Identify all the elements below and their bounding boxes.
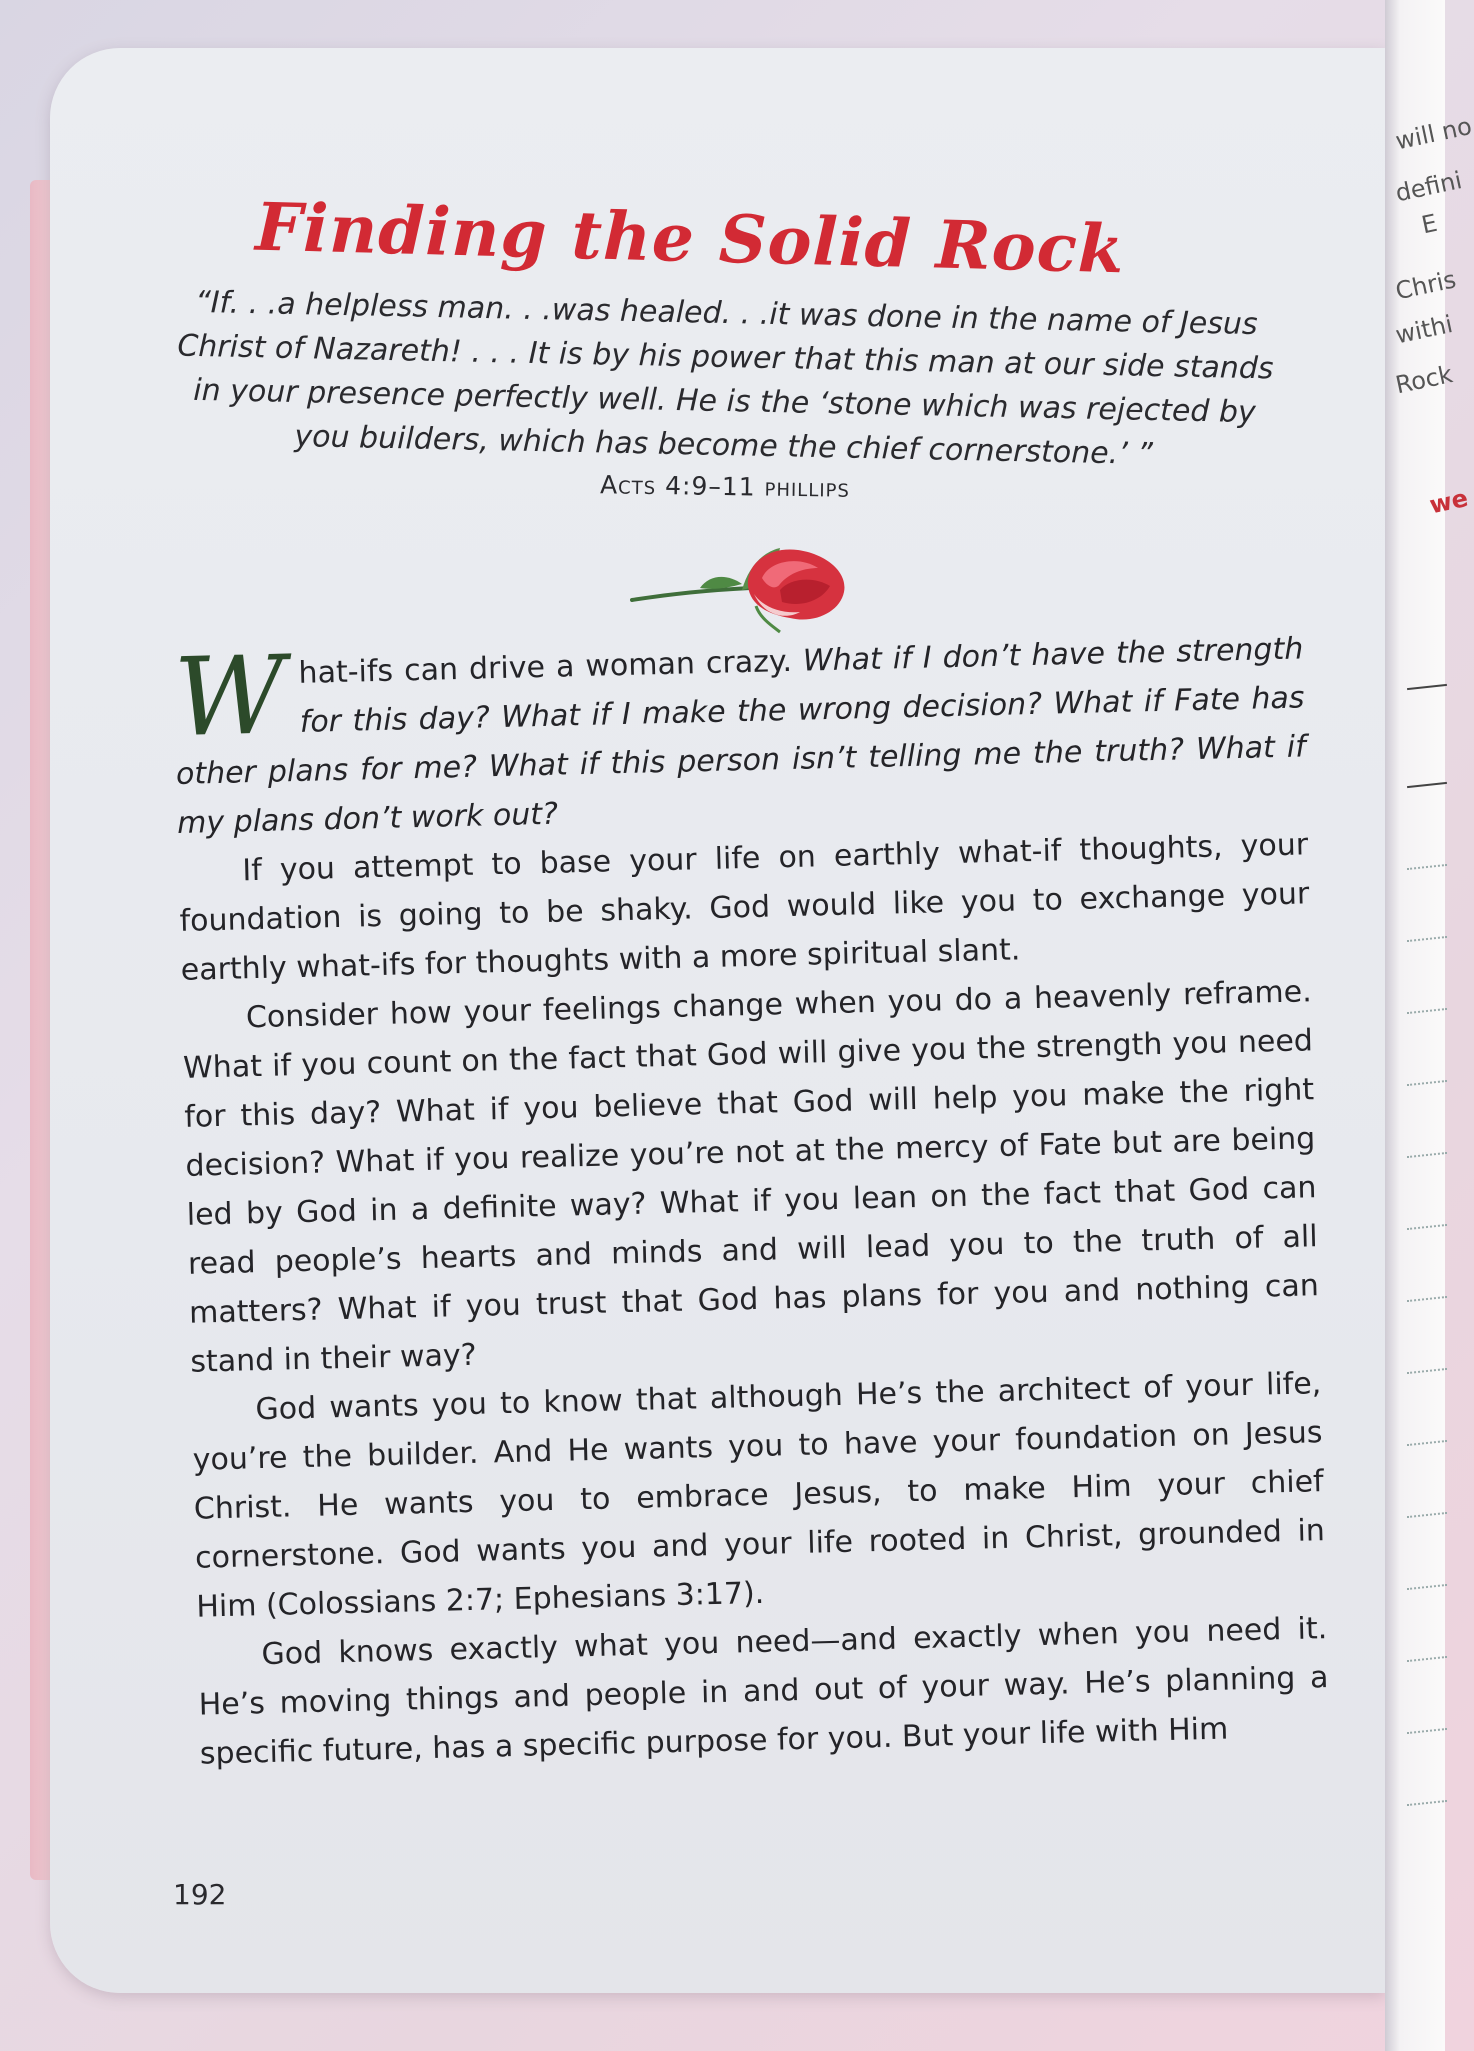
facing-writing-line	[1407, 1296, 1447, 1302]
page-title: Finding the Solid Rock	[254, 187, 1126, 289]
paragraph	[173, 624, 1307, 848]
paragraph-italic-text: What if I don’t have the strength for this day? What if I make the wrong decision? What if Fate has other plans for me? What if this person isn’t telling me the truth? What if my plans don’t work out?	[175, 631, 1307, 841]
facing-writing-line	[1407, 1368, 1447, 1374]
paragraph: God knows exactly what you need—and exactly when you need it. He’s moving things and people in and out of your way. He’s planning a specific future, has a specific purpose for you. But your life with Him	[198, 1611, 1329, 1772]
facing-text-fragment: Rock	[1393, 360, 1455, 400]
devotional-body	[173, 624, 1330, 1778]
facing-writing-line	[1407, 684, 1447, 690]
facing-writing-line	[1407, 1800, 1447, 1806]
facing-writing-line	[1407, 1656, 1447, 1662]
book-page-right-edge	[1385, 0, 1474, 2051]
scripture-epigraph: “If. . .a helpless man. . .was healed. . .it was done in the name of Jesus Christ of Nazareth! . . . It is by his power that this man at our side stands in your presence perfectly well. He is the ‘stone which was rejected by you builders, which has become the chief cornerstone.’ ”	[177, 284, 1274, 472]
paragraph: If you attempt to base your life on earthly what-if thoughts, your foundation is going to be shaky. God would like you to exchange your earthly what-ifs for thoughts with a more spiritual slant.	[179, 827, 1310, 988]
paragraph: God wants you to know that although He’s the architect of your life, you’re the builder. And He wants you to have your foundation on Jesus Christ. He wants you to embrace Jesus, to make Him your chief cornerstone. God wants you and your life rooted in Christ, grounded in Him (Colossians 2:7; Ephesians 3:17).	[192, 1366, 1326, 1625]
drop-cap: W	[172, 633, 287, 761]
rose-icon	[630, 528, 860, 638]
facing-writing-line	[1407, 1080, 1447, 1086]
facing-text-fragment: E	[1419, 208, 1440, 240]
paragraph-text: hat-ifs can drive a woman crazy.	[298, 643, 804, 691]
facing-writing-line	[1407, 1008, 1447, 1014]
page-number: 192	[173, 1878, 227, 1911]
facing-writing-line	[1407, 1584, 1447, 1590]
facing-writing-line	[1407, 1224, 1447, 1230]
facing-text-fragment: will no	[1393, 111, 1474, 156]
facing-writing-line	[1407, 1512, 1447, 1518]
facing-text-red-fragment: we	[1427, 484, 1471, 520]
paragraph: Consider how your feelings change when you do a heavenly reframe. What if you count on the fact that God will give you the strength you need for this day? What if you believe that God will help you make the right decision? What if you realize you’re not at the mercy of Fate but are being led by God in a definite way? What if you lean on the fact that God can read people’s hearts and minds and will lead you to the truth of all matters? What if you trust that God has plans for you and nothing can stand in their way?	[182, 974, 1320, 1380]
scripture-citation: Acts 4:9–11 phillips	[599, 470, 851, 503]
facing-writing-line	[1407, 782, 1447, 788]
facing-text-fragment: Chris	[1393, 265, 1459, 306]
facing-writing-line	[1407, 864, 1447, 870]
facing-writing-line	[1407, 1440, 1447, 1446]
facing-text-fragment: defini	[1393, 166, 1465, 208]
facing-writing-line	[1407, 936, 1447, 942]
facing-text-fragment: withi	[1393, 310, 1456, 350]
facing-writing-line	[1407, 1728, 1447, 1734]
facing-writing-line	[1407, 1152, 1447, 1158]
